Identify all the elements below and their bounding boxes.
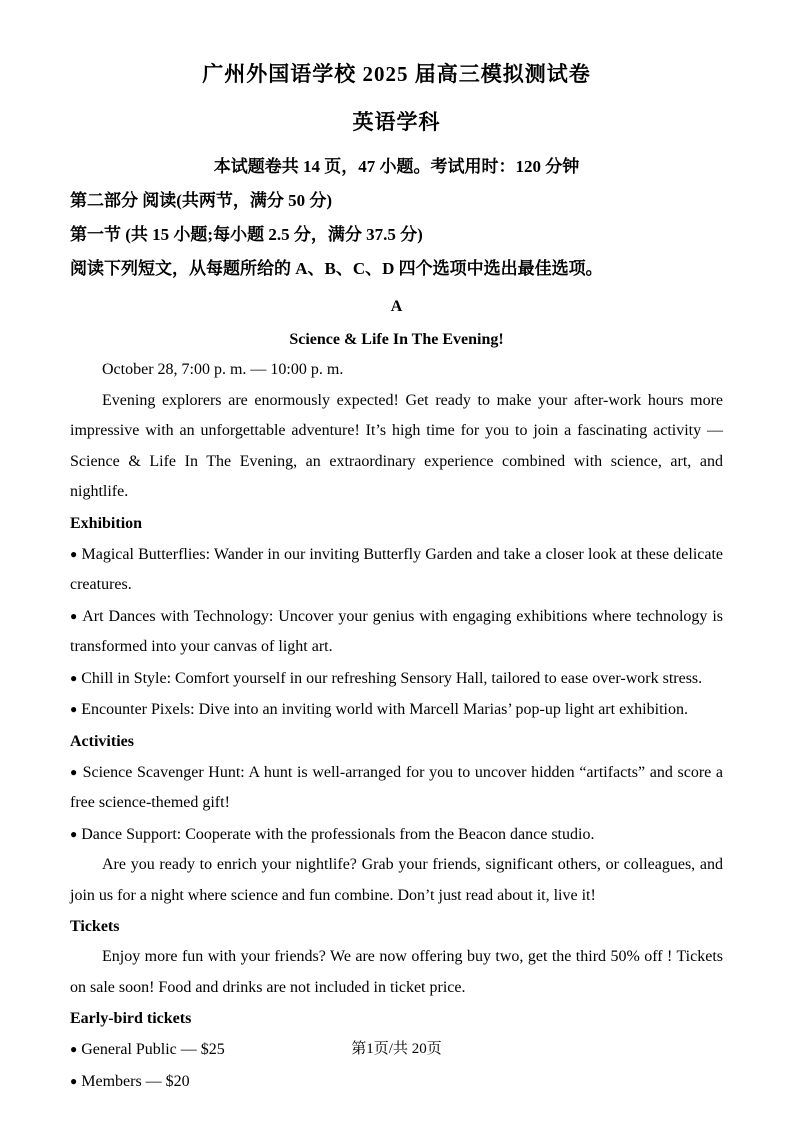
bullet-icon: ● (70, 764, 78, 779)
list-item-text: Art Dances with Technology: Uncover your genius with engaging exhibitions where technology is transformed into your canvas of light art. (70, 607, 724, 655)
list-item-text: Dance Support: Cooperate with the professionals from the Beacon dance studio. (81, 825, 595, 843)
list-item-text: General Public — $25 (81, 1041, 225, 1058)
section-heading: 第一节 (共 15 小题;每小题 2.5 分，满分 37.5 分) (70, 225, 423, 244)
exam-info-line: 本试题卷共 14 页，47 小题。考试用时：120 分钟 (213, 157, 580, 176)
activities-paragraph: Are you ready to enrich your nightlife? Grab your friends, significant others, or colleagues, and join us for a night where science and fun combine. Don’t just read about it, live it! (70, 856, 723, 904)
reading-instructions: 阅读下列短文，从每题所给的 A、B、C、D 四个选项中选出最佳选项。 (70, 259, 603, 278)
bullet-icon: ● (70, 670, 78, 685)
list-item-text: Encounter Pixels: Dive into an inviting world with Marcell Marias’ pop-up light art exhibition. (81, 701, 688, 718)
tickets-paragraph: Enjoy more fun with your friends? We are now offering buy two, get the third 50% off ! Tickets on sale soon! Food and drinks are not included in ticket price. (70, 948, 723, 996)
list-item (70, 601, 723, 663)
list-item (70, 819, 723, 851)
section-heading-tickets: Tickets (70, 918, 120, 935)
bullet-icon: ● (70, 608, 79, 623)
list-item-text: Chill in Style: Comfort yourself in our refreshing Sensory Hall, tailored to ease over-work stress. (81, 669, 703, 687)
bullet-icon: ● (70, 1073, 78, 1088)
part-heading: 第二部分 阅读(共两节，满分 50 分) (70, 191, 333, 210)
bullet-icon: ● (70, 702, 78, 716)
passage-label: A (390, 298, 403, 315)
intro-paragraph: Evening explorers are enormously expected! Get ready to make your after-work hours more impressive with an unforgettable adventure! It’s high time for you to join a fascinating activity — Science & Life In The Evening, an extraordinary experience combined with science, art, and nightlife. (70, 391, 723, 500)
bullet-icon: ● (70, 546, 78, 561)
list-item-text: Members — $20 (81, 1072, 190, 1090)
list-item (70, 694, 723, 726)
passage-datetime: October 28, 7:00 p. m. — 10:00 p. m. (102, 361, 344, 378)
page-number-footer: 第1页/共 20页 (351, 1041, 442, 1057)
passage-title: Science & Life In The Evening! (289, 331, 504, 348)
section-heading-activities: Activities (70, 732, 134, 750)
subject-title: 英语学科 (352, 110, 441, 134)
list-item-text: Magical Butterflies: Wander in our inviting Butterfly Garden and take a closer look at these delicate creatures. (70, 545, 724, 593)
exam-title: 广州外国语学校 2025 届高三模拟测试卷 (202, 62, 591, 86)
list-item (70, 663, 723, 695)
list-item (70, 539, 723, 601)
section-heading-exhibition: Exhibition (70, 514, 143, 532)
bullet-icon: ● (70, 1042, 78, 1056)
list-item (70, 1066, 723, 1098)
list-item-text: Science Scavenger Hunt: A hunt is well-arranged for you to uncover hidden “artifacts” and score a free science-themed gift! (70, 763, 724, 811)
list-item (70, 757, 723, 819)
bullet-icon: ● (70, 826, 78, 841)
section-heading-early-bird: Early-bird tickets (70, 1010, 192, 1027)
